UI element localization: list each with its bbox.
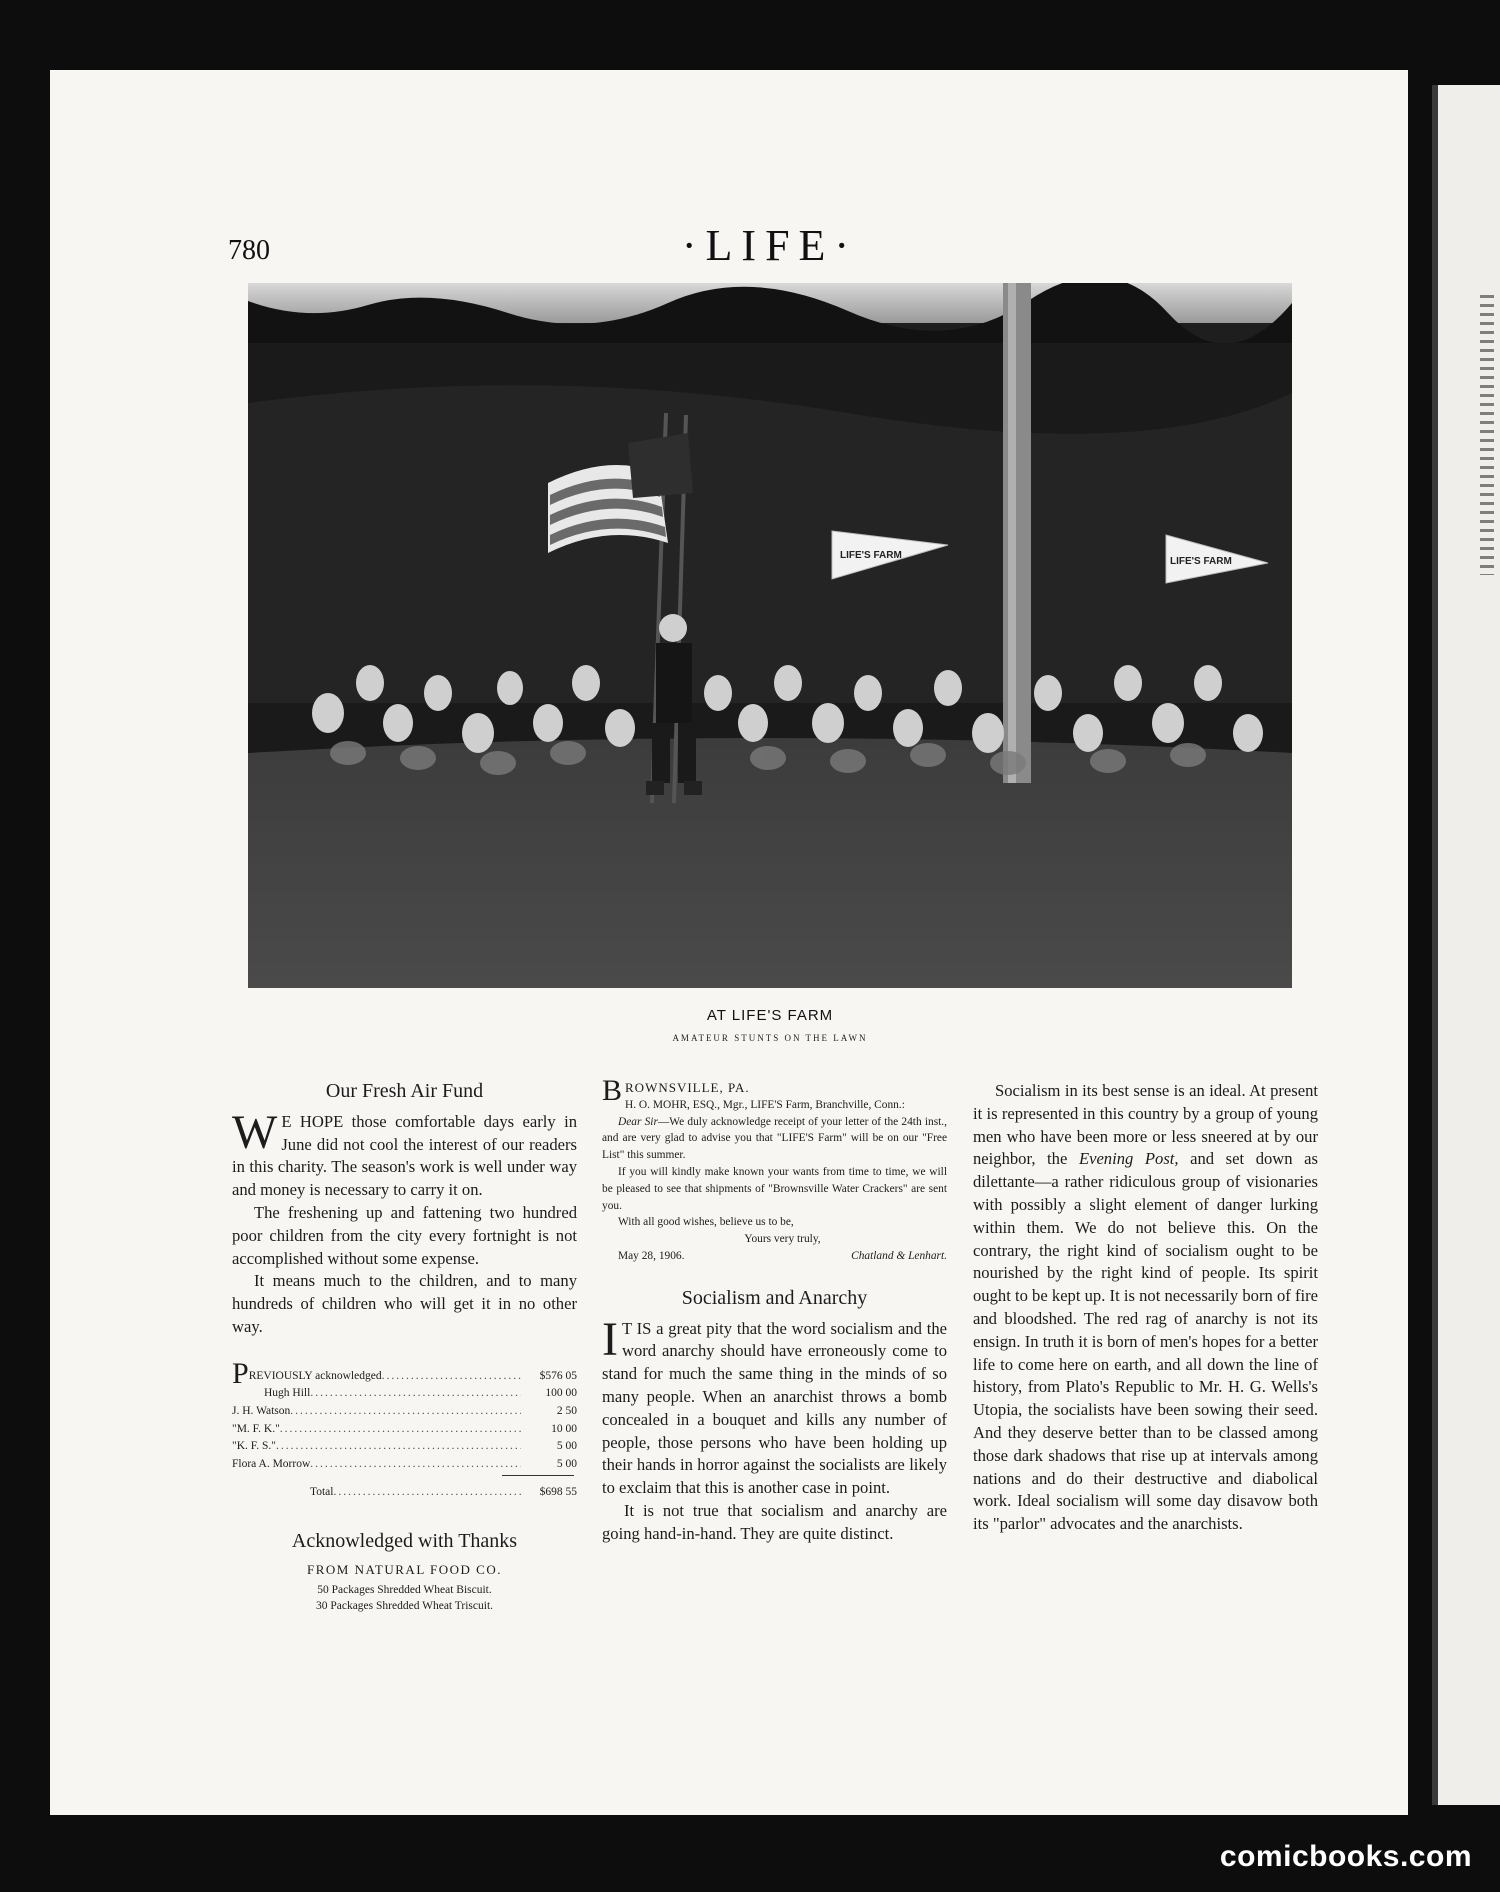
letter-closing: Yours very truly, bbox=[744, 1233, 821, 1246]
socialism-paragraph-1 bbox=[602, 1312, 947, 1500]
fresh-air-paragraph-1 bbox=[232, 1105, 577, 1202]
ledger-row bbox=[232, 1421, 577, 1439]
photo-caption-title: AT LIFE'S FARM bbox=[706, 1007, 834, 1024]
ledger-name: REVIOUSLY acknowledged bbox=[248, 1369, 382, 1382]
photo-caption-subtitle: AMATEUR STUNTS ON THE LAWN bbox=[672, 1033, 868, 1043]
socialism-text-3a: Socialism in its best sense is an ideal. At present it is represented in this country by a group of young men who have been more or less sneered at by our neighbor, the bbox=[973, 1081, 1318, 1169]
ledger-amount: 100 00 bbox=[545, 1387, 577, 1400]
evening-post-title: Evening Post, bbox=[1078, 1149, 1179, 1169]
pennant-left-label: LIFE'S FARM bbox=[840, 550, 902, 561]
ledger-name: Hugh Hill bbox=[264, 1387, 311, 1400]
total-rule bbox=[502, 1475, 574, 1476]
socialism-paragraph-2: It is not true that socialism and anarchy are going hand-in-hand. They are quite distinct. bbox=[602, 1500, 947, 1543]
leader-dots bbox=[280, 1421, 521, 1439]
facing-page-edge bbox=[1432, 85, 1500, 1805]
fresh-air-text-1: E HOPE those comfortable days early in June did not cool the interest of our readers in this charity. The season's work is well under way and money is necessary to carry it on. bbox=[232, 1111, 577, 1200]
acknowledged-with-thanks bbox=[232, 1530, 577, 1614]
letter-salutation: Dear Sir bbox=[618, 1115, 658, 1128]
letter-body-3: With all good wishes, believe us to be, bbox=[618, 1216, 794, 1229]
farm-photograph bbox=[248, 283, 1292, 988]
ledger-name: Flora A. Morrow bbox=[232, 1457, 311, 1470]
column-2 bbox=[602, 1074, 947, 1546]
flagpole bbox=[1003, 283, 1031, 783]
ledger-row bbox=[232, 1438, 577, 1456]
socialism-heading: Socialism and Anarchy bbox=[681, 1286, 868, 1309]
lawn bbox=[248, 738, 1292, 988]
ledger-amount: 5 00 bbox=[556, 1457, 577, 1470]
drop-cap: W bbox=[232, 1105, 278, 1159]
ledger-total-row bbox=[232, 1484, 577, 1502]
fresh-air-paragraph-2: The freshening up and fattening two hundred poor children from the city every fortnight is not accomplished without some expense. bbox=[232, 1202, 577, 1268]
ledger-total-amount: $698 55 bbox=[539, 1486, 577, 1499]
letter-body-2: If you will kindly make known your wants from time to time, we will be pleased to see that shipments of "Brownsville Water Crackers" are sent you. bbox=[602, 1165, 947, 1212]
thanks-item: 30 Packages Shredded Wheat Triscuit. bbox=[315, 1599, 494, 1612]
brownsville-letter bbox=[602, 1074, 947, 1265]
drop-cap: I bbox=[602, 1312, 618, 1366]
ledger-initial: P bbox=[232, 1356, 249, 1390]
page-gutter bbox=[1432, 85, 1438, 1805]
masthead: ·LIFE· bbox=[681, 221, 859, 270]
ledger-row bbox=[232, 1385, 577, 1403]
ledger-name: "M. F. K." bbox=[232, 1422, 280, 1435]
donation-ledger bbox=[232, 1356, 577, 1502]
pennant-right-label: LIFE'S FARM bbox=[1170, 556, 1232, 567]
column-3 bbox=[973, 1080, 1318, 1536]
leader-dots bbox=[290, 1403, 521, 1421]
ledger-amount: $576 05 bbox=[539, 1369, 577, 1382]
socialism-text-3b: and set down as dilettante—a rather ridiculous group of visionaries with possibly a slight element of danger lurking within them. We do not believe this. On the contrary, the right kind of socialism ought to be nourished by the right kind of people. Its spirit ought to be kept up. It is not necessarily born of fire and bloodshed. The red rag of anarchy is not its ensign. In truth it is born of men's hopes for a better life to come here on earth, and all down the line of history, from Plato's Republic to Mr. H. G. Wells's Utopia, the socialists have been sowing their seed. And they deserve better than to be classed among those dark shadows that rise up at intervals among nations and do their destructive and diabolical work. Ideal socialism will some day disavow both its "parlor" advocates and the anarchists. bbox=[973, 1149, 1318, 1534]
letter-place: ROWNSVILLE, PA. bbox=[625, 1080, 750, 1095]
ledger-amount: 2 50 bbox=[556, 1404, 577, 1417]
page-number: 780 bbox=[228, 235, 270, 266]
thanks-from: FROM NATURAL FOOD CO. bbox=[307, 1561, 502, 1577]
facing-page-text-fragment bbox=[1480, 295, 1494, 575]
thanks-item: 50 Packages Shredded Wheat Biscuit. bbox=[317, 1583, 492, 1596]
leader-dots bbox=[276, 1438, 521, 1456]
fresh-air-fund-heading: Our Fresh Air Fund bbox=[325, 1080, 484, 1102]
letter-date: May 28, 1906. bbox=[618, 1249, 685, 1262]
ledger-total-label: Total bbox=[310, 1486, 334, 1499]
socialism-paragraph-3 bbox=[973, 1080, 1318, 1536]
letter-signature: Chatland & Lenhart. bbox=[851, 1249, 947, 1262]
leader-dots bbox=[333, 1484, 521, 1502]
watermark: comicbooks.com bbox=[1219, 1840, 1472, 1873]
leader-dots bbox=[382, 1368, 521, 1386]
ledger-amount: 5 00 bbox=[556, 1440, 577, 1453]
fresh-air-paragraph-3: It means much to the children, and to many hundreds of children who will get it in no other way. bbox=[232, 1271, 577, 1336]
socialism-text-1: T IS a great pity that the word socialism and the word anarchy should have erroneously come to stand for much the same thing in the minds of so many people. When an anarchist throws a bomb concealed in a bouquet and kills any number of people, those persons who have been holding up their hands in horror against the socialists are likely to exclaim that this is another case in point. bbox=[602, 1318, 947, 1498]
column-1 bbox=[232, 1080, 577, 1614]
letter-body-1-text: —We duly acknowledge receipt of your letter of the 24th inst., and are very glad to advise you that "LIFE'S Farm" will be on our "Free List" this summer. bbox=[602, 1115, 947, 1162]
letter-initial: B bbox=[602, 1074, 624, 1107]
ledger-name: "K. F. S." bbox=[232, 1440, 276, 1453]
ledger-amount: 10 00 bbox=[551, 1422, 577, 1435]
leader-dots bbox=[310, 1385, 521, 1403]
letter-body-1 bbox=[602, 1114, 947, 1164]
ledger-row bbox=[232, 1403, 577, 1421]
letter-sign-row bbox=[602, 1248, 947, 1265]
letter-address: H. O. MOHR, ESQ., Mgr., LIFE'S Farm, Branchville, Conn.: bbox=[625, 1098, 905, 1111]
photo-illustration bbox=[248, 283, 1292, 988]
ledger-row bbox=[232, 1356, 577, 1390]
thanks-heading: Acknowledged with Thanks bbox=[291, 1529, 518, 1552]
leader-dots bbox=[310, 1456, 521, 1474]
ledger-name: J. H. Watson bbox=[232, 1404, 291, 1417]
ledger-row bbox=[232, 1456, 577, 1474]
